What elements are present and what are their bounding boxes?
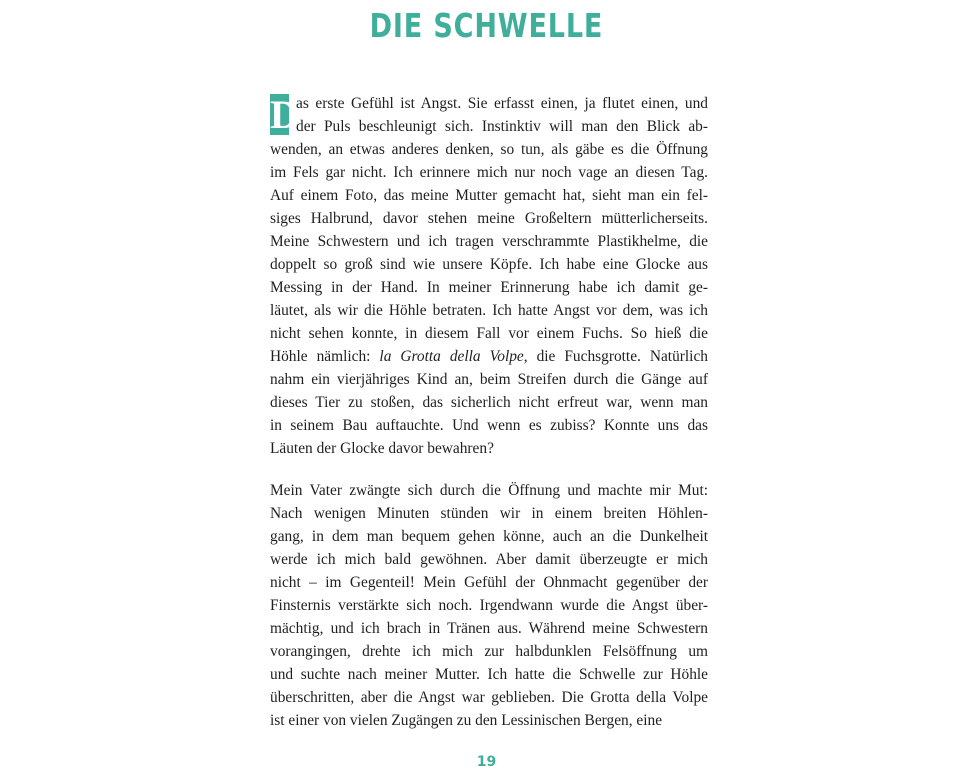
text-line: nicht sehen konnte, in diesem Fall vor einem Fuchs. So hieß die: [270, 325, 708, 342]
text-line: überschritten, aber die Angst war geblieben. Die Grotta della Volpe: [270, 689, 708, 706]
italic-name: la Grotta della Volpe: [379, 348, 524, 365]
text-line: Höhle nämlich: la Grotta della Volpe, die Fuchsgrotte. Natürlich: [270, 348, 708, 365]
text-line: siges Halbrund, davor stehen meine Großeltern mütterlicherseits.: [270, 210, 708, 227]
text-line: Mein Vater zwängte sich durch die Öffnung und machte mir Mut:: [270, 482, 708, 499]
text-line: Finsternis verstärkte sich noch. Irgendwann wurde die Angst über-: [270, 597, 708, 614]
paragraph-1-lines: [270, 92, 708, 460]
text-line: nicht – im Gegenteil! Mein Gefühl der Ohnmacht gegenüber der: [270, 574, 708, 591]
text-line: mächtig, und ich brach in Tränen aus. Während meine Schwestern: [270, 620, 708, 637]
text-line: im Fels gar nicht. Ich erinnere mich nur noch vage an diesen Tag.: [270, 164, 708, 181]
text-line: Meine Schwestern und ich tragen verschrammte Plastikhelme, die: [270, 233, 708, 250]
paragraph-2-lines: [270, 479, 708, 732]
text-line: Auf einem Foto, das meine Mutter gemacht hat, sieht man ein fel-: [270, 187, 708, 204]
text-line: Nach wenigen Minuten stünden wir in einem breiten Höhlen-: [270, 505, 708, 522]
text-line: ist einer von vielen Zugängen zu den Lessinischen Bergen, eine: [270, 712, 663, 729]
text-line: doppelt so groß sind wie unsere Köpfe. Ich habe eine Glocke aus: [270, 256, 708, 273]
text-line: dieses Tier zu stoßen, das sicherlich nicht erfreut war, wenn man: [270, 394, 708, 411]
text-line: Läuten der Glocke davor bewahren?: [270, 440, 494, 457]
text-line: vorangingen, drehte ich mich zur halbdunklen Felsöffnung um: [270, 643, 708, 660]
text-line: wenden, an etwas anderes denken, so tun, als gäbe es die Öffnung: [270, 141, 708, 158]
text-line: werde ich mich bald gewöhnen. Aber damit überzeugte er mich: [270, 551, 708, 568]
chapter-title: DIE SCHWELLE: [369, 6, 604, 45]
drop-cap: D: [270, 92, 299, 137]
paragraph-2: [270, 479, 708, 732]
page-number: 19: [476, 754, 497, 770]
text-line: gang, in dem man bequem gehen könne, auch an die Dunkelheit: [270, 528, 708, 545]
paragraph-1: [270, 92, 708, 460]
text-line: in seinem Bau auftauchte. Und wenn es zubiss? Konnte uns das: [270, 417, 708, 434]
text-line: as erste Gefühl ist Angst. Sie erfasst einen, ja flutet einen, und: [296, 95, 708, 112]
text-line: Messing in der Hand. In meiner Erinnerung habe ich damit ge-: [270, 279, 708, 296]
text-line: nahm ein vierjähriges Kind an, beim Streifen durch die Gänge auf: [270, 371, 708, 388]
text-line: der Puls beschleunigt sich. Instinktiv will man den Blick ab-: [296, 118, 708, 135]
text-line: und suchte nach meiner Mutter. Ich hatte die Schwelle zur Höhle: [270, 666, 708, 683]
text-line: läutet, als wir die Höhle betraten. Ich hatte Angst vor dem, was ich: [270, 302, 708, 319]
